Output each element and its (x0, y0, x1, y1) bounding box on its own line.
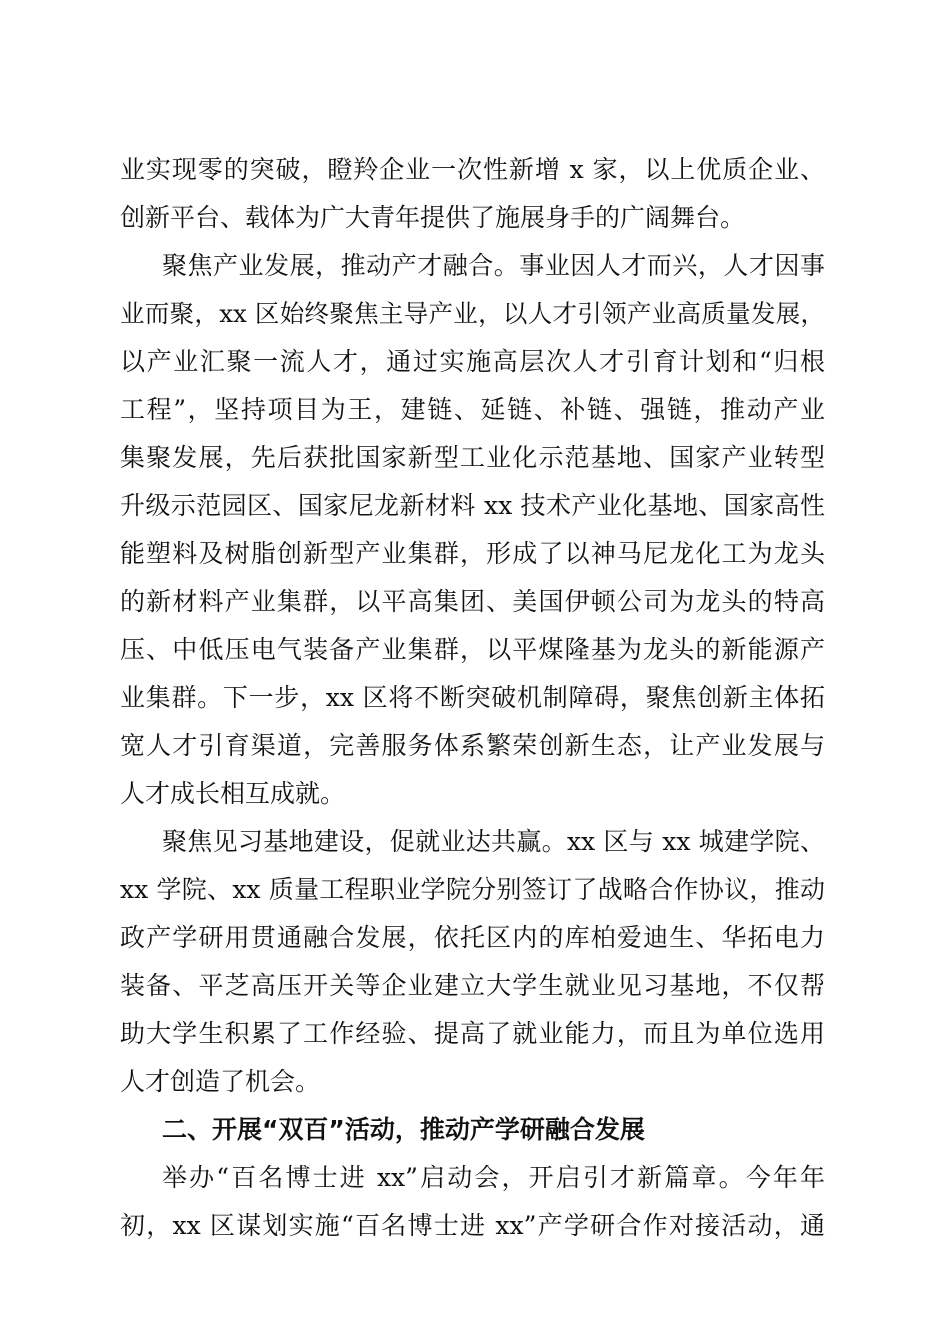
text-line: 政产学研用贯通融合发展，依托区内的库柏爱迪生、华拓电力 (120, 923, 825, 952)
text-line: 能塑料及树脂创新型产业集群，形成了以神马尼龙化工为龙头 (120, 539, 825, 568)
text-line: xx 学院、xx 质量工程职业学院分别签订了战略合作协议，推动 (120, 875, 825, 904)
text-line: 的新材料产业集群，以平高集团、美国伊顿公司为龙头的特高 (120, 587, 825, 616)
text-line: 压、中低压电气装备产业集群，以平煤隆基为龙头的新能源产 (120, 635, 825, 664)
text-line: 以产业汇聚一流人才，通过实施高层次人才引育计划和“归根 (120, 347, 825, 376)
text-line: 人才创造了机会。 (120, 1067, 321, 1096)
text-line: 工程”，坚持项目为王，建链、延链、补链、强链，推动产业 (120, 395, 825, 424)
text-line: 创新平台、载体为广大青年提供了施展身手的广阔舞台。 (120, 203, 746, 232)
text-line: 宽人才引育渠道，完善服务体系繁荣创新生态，让产业发展与 (120, 731, 825, 760)
paragraph-start-line: 举办“百名博士进 xx”启动会，开启引才新篇章。今年年 (162, 1163, 825, 1192)
text-line: 集聚发展，先后获批国家新型工业化示范基地、国家产业转型 (120, 443, 825, 472)
text-line: 业实现零的突破，瞪羚企业一次性新增 x 家，以上优质企业、 (120, 155, 825, 184)
text-line: 助大学生积累了工作经验、提高了就业能力，而且为单位选用 (120, 1019, 825, 1048)
paragraph-start-line: 聚焦产业发展，推动产才融合。事业因人才而兴，人才因事 (162, 251, 825, 280)
section-heading: 二、开展“双百”活动，推动产学研融合发展 (162, 1115, 645, 1144)
text-line: 升级示范园区、国家尼龙新材料 xx 技术产业化基地、国家高性 (120, 491, 825, 520)
text-line: 人才成长相互成就。 (120, 779, 346, 808)
paragraph-start-line: 聚焦见习基地建设，促就业达共赢。xx 区与 xx 城建学院、 (162, 827, 825, 856)
text-line: 业而聚，xx 区始终聚焦主导产业，以人才引领产业高质量发展， (120, 299, 825, 328)
text-line: 初，xx 区谋划实施“百名博士进 xx”产学研合作对接活动，通 (120, 1211, 825, 1240)
text-line: 装备、平芝高压开关等企业建立大学生就业见习基地，不仅帮 (120, 971, 825, 1000)
text-line: 业集群。下一步，xx 区将不断突破机制障碍，聚焦创新主体拓 (120, 683, 825, 712)
